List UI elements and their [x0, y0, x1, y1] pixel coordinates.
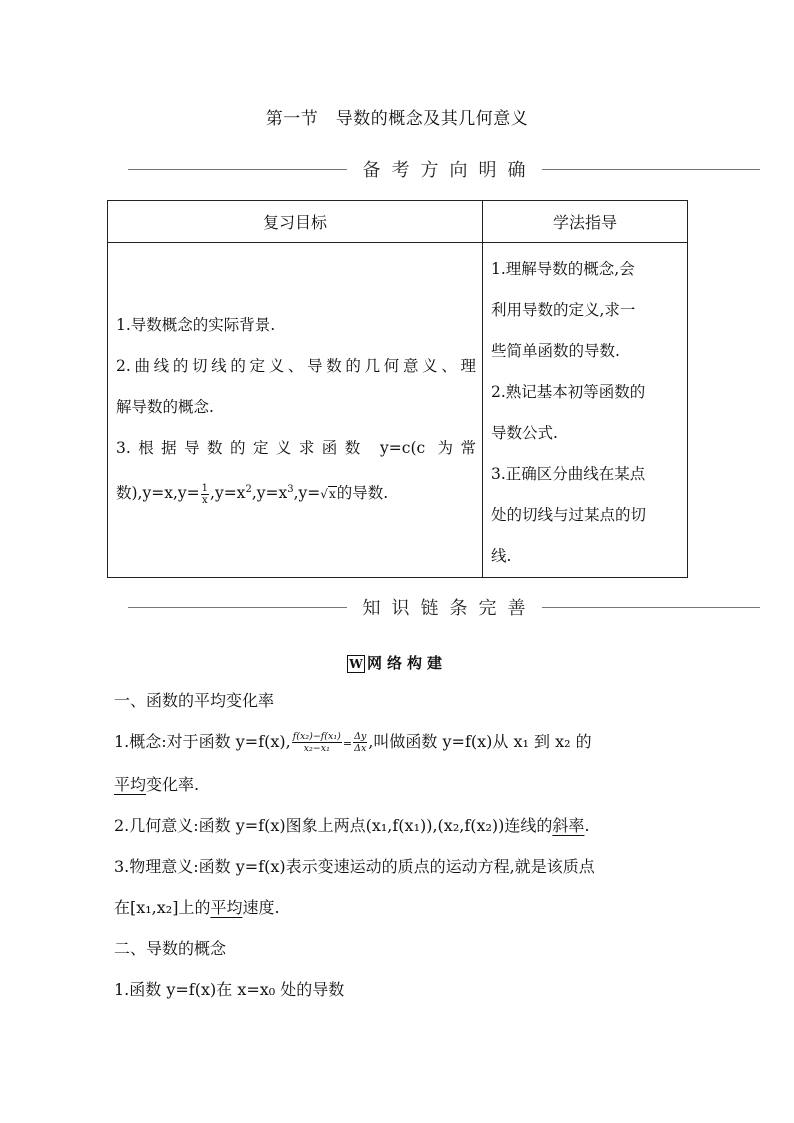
goal-3-line-2: 数),y=x,y= $\frac{1}{x}$ $,y=x^2,y=x^3,y=√x$的导数.: [116, 482, 389, 506]
heading-average-rate: 一、函数的平均变化率: [114, 691, 275, 710]
difference-quotient: $\frac{\text{f(x₂)−f(x₁)}}{\text{x₂−x₁}}$: [292, 731, 341, 754]
guide-line: 导数公式.: [491, 424, 558, 442]
network-build-heading: [0, 652, 794, 673]
review-goals-cell: [108, 243, 483, 578]
guide-line: 3.正确区分曲线在某点: [491, 465, 646, 483]
guide-line: 处的切线与过某点的切: [491, 506, 647, 524]
fraction-one-over-x: $\frac{1}{x}$: [201, 482, 209, 506]
study-guide-cell: [483, 243, 688, 578]
geometric-meaning: 2.几何意义:函数 y=f(x)图象上两点(x₁,f(x₁)),(x₂,f(x₂))连线的斜率.: [114, 816, 590, 835]
network-build-label: 网络构建: [366, 654, 447, 672]
heading-derivative-concept: 二、导数的概念: [114, 939, 227, 958]
header-study-guide: 学法指导: [483, 201, 688, 243]
band-rule-left: [128, 607, 347, 608]
content-body: [114, 680, 694, 1010]
physical-meaning-line-1: 3.物理意义:函数 y=f(x)表示变速运动的质点的运动方程,就是该质点: [114, 857, 595, 876]
band-rule-left: [128, 169, 347, 170]
study-plan-table: [107, 200, 688, 578]
delta-quotient: $\frac{\Delta y}{\Delta x}$: [354, 731, 367, 754]
goal-2-line-2: 解导数的概念.: [116, 397, 214, 416]
goal-3-line-1: 3.根据导数的定义求函数 y=c(c 为常: [116, 438, 476, 457]
band-rule-right: [542, 607, 761, 608]
band-rule-right: [542, 169, 761, 170]
section-title: 第一节 导数的概念及其几何意义: [265, 109, 529, 129]
section-band-exam-direction: [128, 154, 760, 184]
goal-1: 1.导数概念的实际背景.: [116, 315, 276, 334]
concept-line-1: 1.概念:对于函数 y=f(x), $\frac{\text{f(x₂)−f(x₁)}}{\text{x₂−x₁}}$ = $\frac{\Delta y}{\Delta x}$ ,叫做函数 y=f(x)从 x₁ 到 x₂ 的: [114, 731, 592, 754]
guide-line: 2.熟记基本初等函数的: [491, 383, 646, 401]
derivative-at-point: 1.函数 y=f(x)在 x=x₀ 处的导数: [114, 980, 345, 999]
sqrt-x: √x: [320, 487, 336, 502]
guide-line: 线.: [491, 547, 512, 565]
band-label: 备考方向明确: [362, 160, 537, 181]
goal-2-line-1: 2.曲线的切线的定义、导数的几何意义、理: [116, 356, 476, 375]
header-review-goals: 复习目标: [108, 201, 483, 243]
guide-line: 利用导数的定义,求一: [491, 301, 636, 319]
guide-line: 1.理解导数的概念,会: [491, 260, 635, 278]
w-badge-icon: W: [347, 655, 365, 673]
physical-meaning-line-2: 在[x₁,x₂]上的平均速度.: [114, 898, 280, 917]
concept-line-2: 平均变化率.: [114, 775, 200, 794]
band-label: 知识链条完善: [362, 598, 537, 619]
section-band-knowledge-chain: [128, 592, 760, 622]
guide-line: 些简单函数的导数.: [491, 342, 620, 360]
